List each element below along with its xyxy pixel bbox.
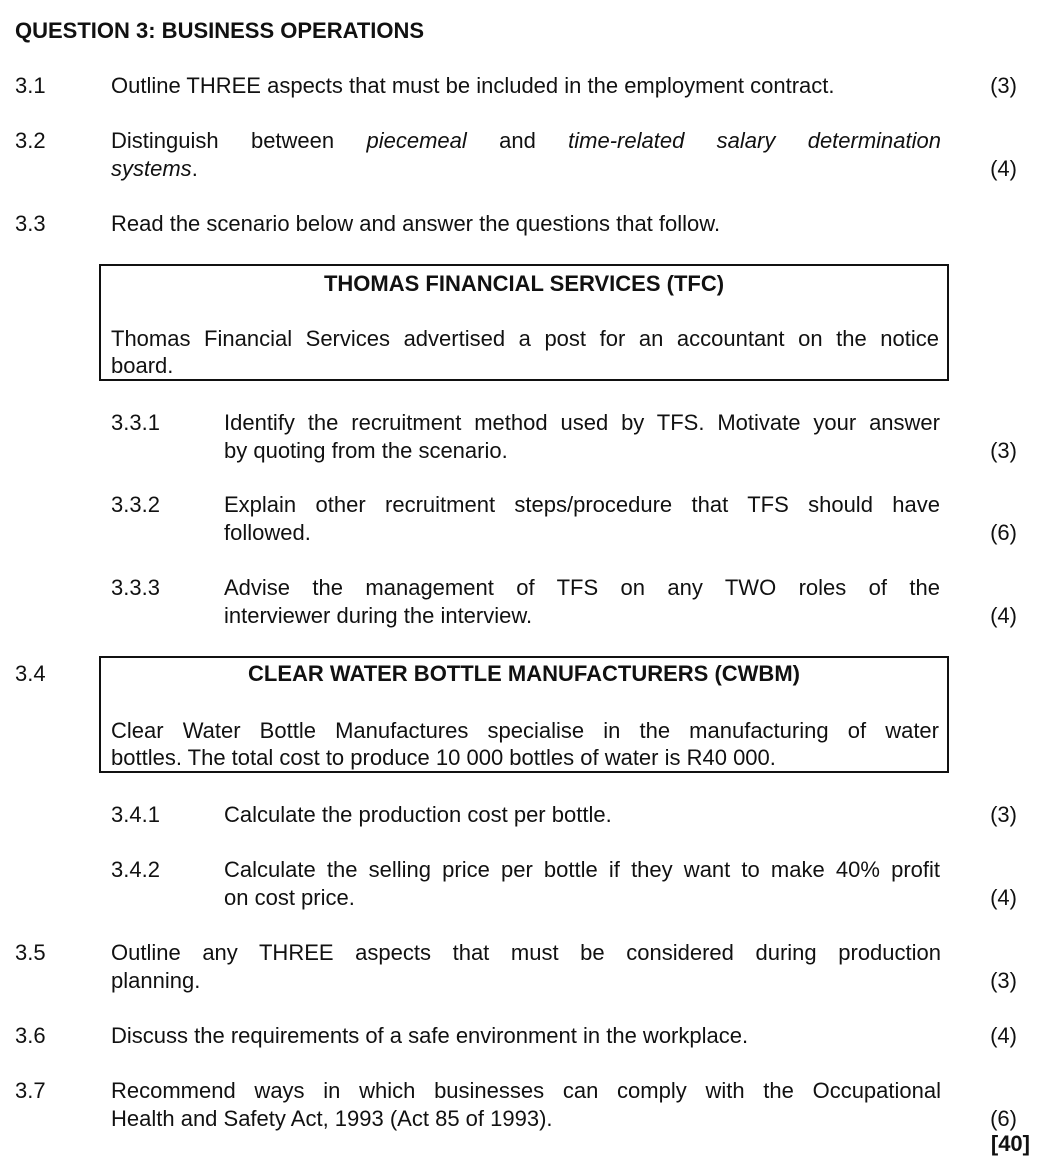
subquestion-number: 3.4.1 bbox=[111, 802, 160, 827]
scenario-title: THOMAS FINANCIAL SERVICES (TFC) bbox=[323, 271, 725, 296]
text-word: . bbox=[191, 156, 198, 181]
question-number: 3.1 bbox=[15, 73, 46, 98]
mark-allocation: (6) bbox=[990, 1106, 1017, 1131]
question-text-line: Health and Safety Act, 1993 (Act 85 of 1993). bbox=[111, 1106, 553, 1131]
mark-allocation: (4) bbox=[990, 1023, 1017, 1048]
scenario-box-tfs bbox=[99, 264, 949, 381]
italic-term: determination bbox=[807, 128, 942, 153]
question-text-line bbox=[111, 155, 198, 182]
scenario-text-line: board. bbox=[111, 353, 174, 378]
mark-allocation: (4) bbox=[990, 885, 1017, 910]
question-number: 3.7 bbox=[15, 1078, 46, 1103]
question-title: QUESTION 3: BUSINESS OPERATIONS bbox=[15, 18, 425, 43]
question-text: Discuss the requirements of a safe environment in the workplace. bbox=[111, 1023, 749, 1048]
subquestion-number: 3.3.3 bbox=[111, 575, 160, 600]
scenario-title: CLEAR WATER BOTTLE MANUFACTURERS (CWBM) bbox=[248, 661, 800, 686]
text-word: and bbox=[499, 128, 536, 153]
subquestion-text-line: followed. bbox=[224, 520, 311, 545]
mark-allocation: (3) bbox=[990, 968, 1017, 993]
italic-term: time-related bbox=[568, 128, 685, 153]
question-text-line bbox=[111, 127, 941, 154]
scenario-text-line: bottles. The total cost to produce 10 000 bottles of water is R40 000. bbox=[111, 745, 776, 770]
question-number: 3.6 bbox=[15, 1023, 46, 1048]
subquestion-number: 3.3.2 bbox=[111, 492, 160, 517]
scenario-text-line: Clear Water Bottle Manufactures specialise in the manufacturing of water bbox=[111, 718, 939, 743]
text-word: between bbox=[250, 128, 335, 153]
question-text-line: Outline any THREE aspects that must be considered during production bbox=[111, 940, 941, 965]
subquestion-text: Calculate the production cost per bottle. bbox=[224, 802, 612, 827]
question-number: 3.3 bbox=[15, 211, 46, 236]
subquestion-text-line: by quoting from the scenario. bbox=[224, 438, 508, 463]
question-number: 3.4 bbox=[15, 661, 46, 686]
italic-term: systems bbox=[111, 156, 192, 181]
subquestion-number: 3.3.1 bbox=[111, 410, 160, 435]
question-text: Outline THREE aspects that must be included in the employment contract. bbox=[111, 73, 835, 98]
mark-allocation: (4) bbox=[990, 603, 1017, 628]
subquestion-text-line: Calculate the selling price per bottle if they want to make 40% profit bbox=[224, 857, 940, 882]
subquestion-text-line: Explain other recruitment steps/procedure that TFS should have bbox=[224, 492, 940, 517]
italic-term: salary bbox=[716, 128, 776, 153]
question-text: Read the scenario below and answer the questions that follow. bbox=[111, 211, 721, 236]
mark-allocation: (4) bbox=[990, 156, 1017, 181]
scenario-box-cwbm bbox=[99, 656, 949, 773]
question-number: 3.2 bbox=[15, 128, 46, 153]
question-text-line: Recommend ways in which businesses can comply with the Occupational bbox=[111, 1078, 941, 1103]
question-number: 3.5 bbox=[15, 940, 46, 965]
subquestion-text-line: interviewer during the interview. bbox=[224, 603, 533, 628]
total-marks: [40] bbox=[990, 1131, 1030, 1156]
mark-allocation: (3) bbox=[990, 73, 1017, 98]
mark-allocation: (3) bbox=[990, 802, 1017, 827]
text-word: Distinguish bbox=[111, 128, 219, 153]
subquestion-text-line: Identify the recruitment method used by TFS. Motivate your answer bbox=[224, 410, 940, 435]
subquestion-text-line: Advise the management of TFS on any TWO roles of the bbox=[224, 575, 940, 600]
scenario-text-line: Thomas Financial Services advertised a post for an accountant on the notice bbox=[111, 326, 939, 351]
underline bbox=[101, 771, 834, 773]
subquestion-number: 3.4.2 bbox=[111, 857, 160, 882]
subquestion-text-line: on cost price. bbox=[224, 885, 355, 910]
question-text-line: planning. bbox=[111, 968, 201, 993]
mark-allocation: (6) bbox=[990, 520, 1017, 545]
mark-allocation: (3) bbox=[990, 438, 1017, 463]
italic-term: piecemeal bbox=[366, 128, 467, 153]
